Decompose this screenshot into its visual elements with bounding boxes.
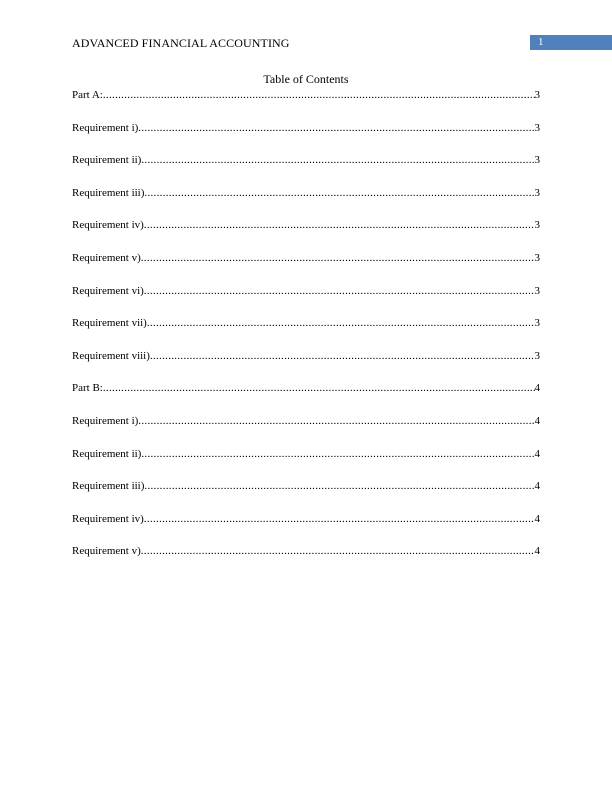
toc-entry-a-requirement-ii[interactable]: [72, 153, 540, 167]
toc-entry-page: 3: [534, 251, 540, 264]
toc-entry-a-requirement-iv[interactable]: [72, 218, 540, 232]
toc-entry-label: Requirement ii): [72, 447, 142, 460]
toc-entry-label: Part A:: [72, 89, 103, 101]
toc-entry-page: 4: [534, 414, 540, 427]
toc-dot-leader: [147, 316, 535, 330]
toc-entry-label: Requirement iii): [72, 480, 145, 493]
toc-entry-page: 3: [534, 186, 540, 199]
toc-dot-leader: [144, 186, 534, 200]
running-header-title: ADVANCED FINANCIAL ACCOUNTING: [72, 36, 290, 50]
toc-entry-label: Requirement iv): [72, 219, 144, 232]
toc-heading: Table of Contents: [263, 72, 349, 86]
toc-list: [72, 88, 540, 577]
toc-dot-leader: [141, 447, 534, 461]
toc-entry-label: Requirement iv): [72, 512, 144, 525]
toc-dot-leader: [103, 88, 535, 102]
toc-entry-a-requirement-i[interactable]: [72, 121, 540, 135]
toc-entry-b-requirement-ii[interactable]: [72, 447, 540, 461]
toc-entry-b-requirement-iv[interactable]: [72, 512, 540, 526]
toc-entry-label: Requirement i): [72, 121, 139, 134]
toc-entry-page: 3: [534, 317, 540, 330]
toc-entry-page: 3: [534, 219, 540, 232]
toc-entry-a-requirement-vii[interactable]: [72, 316, 540, 330]
toc-entry-page: 3: [534, 349, 540, 362]
toc-dot-leader: [144, 512, 535, 526]
toc-entry-part-b[interactable]: [72, 381, 540, 395]
toc-entry-page: 3: [534, 121, 540, 134]
toc-entry-label: Requirement v): [72, 251, 141, 264]
toc-entry-b-requirement-iii[interactable]: [72, 479, 540, 493]
toc-entry-page: 4: [534, 480, 540, 493]
toc-entry-label: Requirement i): [72, 414, 139, 427]
toc-entry-a-requirement-iii[interactable]: [72, 186, 540, 200]
toc-entry-page: 3: [534, 154, 540, 167]
page-number: 1: [538, 36, 544, 48]
toc-entry-label: Requirement viii): [72, 349, 150, 362]
toc-dot-leader: [138, 121, 534, 135]
toc-entry-page: 3: [534, 89, 540, 101]
toc-dot-leader: [150, 349, 535, 363]
toc-entry-a-requirement-viii[interactable]: [72, 349, 540, 363]
toc-entry-label: Requirement vi): [72, 284, 144, 297]
toc-dot-leader: [141, 544, 535, 558]
toc-entry-page: 4: [534, 512, 540, 525]
toc-dot-leader: [138, 414, 534, 428]
toc-entry-page: 4: [534, 382, 540, 395]
toc-entry-label: Requirement vii): [72, 317, 147, 330]
toc-dot-leader: [141, 153, 534, 167]
toc-dot-leader: [144, 284, 535, 298]
toc-dot-leader: [144, 218, 535, 232]
toc-dot-leader: [103, 381, 535, 395]
toc-entry-a-requirement-v[interactable]: [72, 251, 540, 265]
toc-entry-label: Requirement v): [72, 545, 141, 558]
toc-entry-page: 3: [534, 284, 540, 297]
toc-entry-part-a[interactable]: [72, 88, 540, 102]
toc-entry-label: Requirement ii): [72, 154, 142, 167]
page-number-box: [530, 35, 612, 50]
toc-entry-page: 4: [534, 545, 540, 558]
toc-dot-leader: [144, 479, 534, 493]
toc-entry-a-requirement-vi[interactable]: [72, 284, 540, 298]
toc-entry-label: Part B:: [72, 382, 103, 395]
toc-entry-label: Requirement iii): [72, 186, 145, 199]
toc-dot-leader: [141, 251, 535, 265]
toc-entry-b-requirement-v[interactable]: [72, 544, 540, 558]
toc-entry-b-requirement-i[interactable]: [72, 414, 540, 428]
toc-entry-page: 4: [534, 447, 540, 460]
